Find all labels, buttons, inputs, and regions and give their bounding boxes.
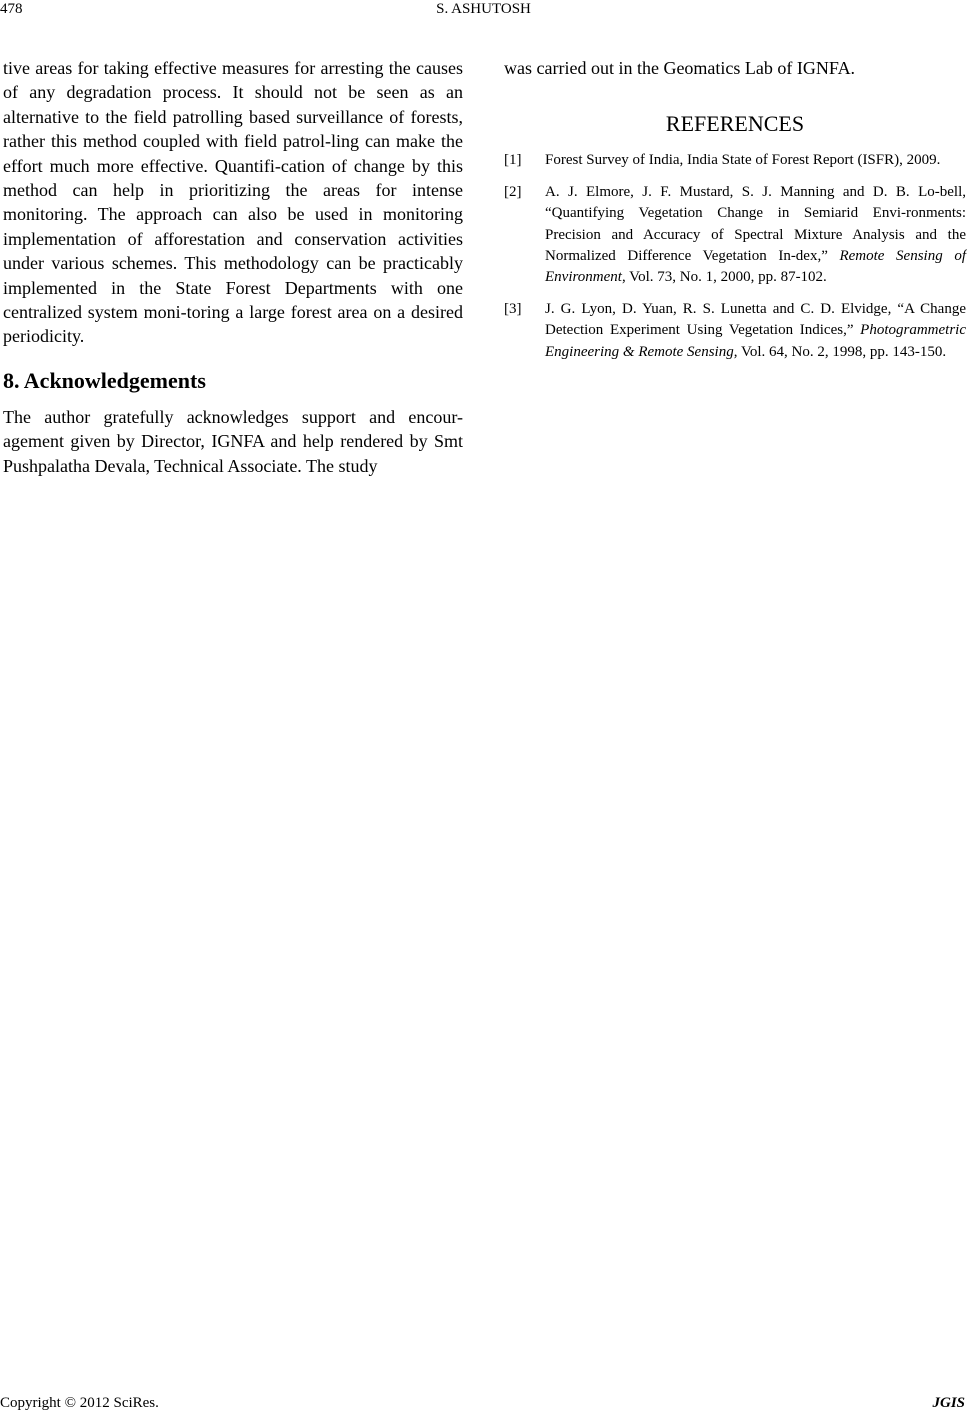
reference-text: A. J. Elmore, J. F. Mustard, S. J. Manning and D. B. Lo-bell, “Quantifying Vegetation Change in Semiarid Envi-ronments: Precision and Accuracy of Spectral Mixture Analysis and the Normalized Difference Vegetation In-dex,”	[545, 183, 966, 265]
left-column	[3, 56, 463, 478]
references-heading: REFERENCES	[665, 111, 805, 137]
section-heading-acknowledgements: 8. Acknowledgements	[3, 367, 206, 393]
reference-text: J. G. Lyon, D. Yuan, R. S. Lunetta and C. D. Elvidge, “A Change Detection Experiment Using Vegetation Indices,”	[545, 300, 966, 339]
reference-number: [2]	[504, 183, 522, 200]
acknowledgements-continuation: was carried out in the Geomatics Lab of IGNFA.	[504, 58, 856, 78]
acknowledgements-paragraph: The author gratefully acknowledges support and encour-agement given by Director, IGNFA and help rendered by Smt Pushpalatha Devala, Technical Associate. The study	[3, 406, 463, 476]
running-header-author: S. ASHUTOSH	[436, 1, 531, 17]
reference-journal: Remote Sensing of Environment	[545, 248, 966, 286]
reference-item	[504, 150, 966, 171]
journal-name: JGIS	[932, 1395, 965, 1411]
copyright-notice: Copyright © 2012 SciRes.	[0, 1395, 159, 1411]
reference-journal: Photogrammetric Engineering & Remote Sensing	[545, 322, 966, 360]
reference-item	[504, 299, 966, 363]
conclusion-paragraph: tive areas for taking effective measures for arresting the causes of any degradation process. It should not be seen as an alternative to the field patrolling based surveillance of forests, rather this method coupled with field patrol-ling can make the effort much more effective. Quantifi-cation of change by this method can help in prioritizing the areas for intense monitoring. The approach can also be used in monitoring implementation of afforestation and conservation activities under various schemes. This methodology can be practicably implemented in the State Forest Departments with one centralized system moni-toring a large forest area on a desired periodicity.	[3, 58, 463, 347]
reference-details: , Vol. 64, No. 2, 1998, pp. 143-150.	[733, 343, 947, 360]
reference-item	[504, 182, 966, 289]
reference-details: , Vol. 73, No. 1, 2000, pp. 87-102.	[621, 269, 827, 286]
reference-number: [1]	[504, 152, 522, 169]
reference-number: [3]	[504, 300, 522, 317]
reference-text: Forest Survey of India, India State of Forest Report (ISFR), 2009.	[545, 152, 941, 169]
page-number: 478	[0, 1, 23, 17]
right-column	[504, 56, 966, 373]
